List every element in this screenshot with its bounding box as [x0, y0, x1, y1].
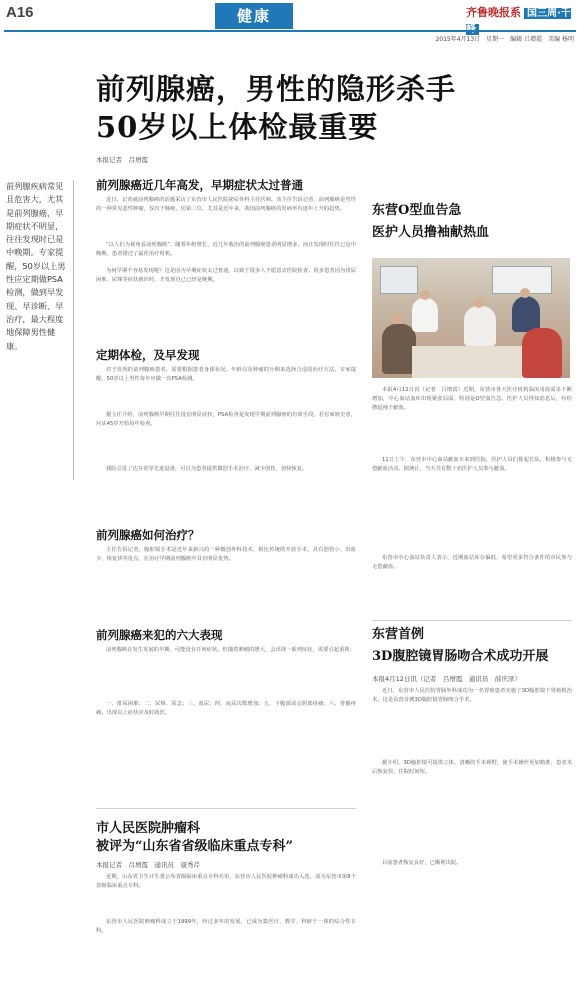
photo-face — [474, 298, 484, 308]
paragraph: 东营市人民医院肿瘤科成立于1999年，经过多年的发展，已成为集医疗、教学、科研于一体的综合性专科。 — [96, 919, 356, 934]
section-divider — [372, 620, 572, 621]
paragraph: 目前患者恢复良好，已顺利出院。 — [382, 860, 462, 866]
photo-nurse — [464, 306, 496, 346]
paragraph: 前列腺癌在发生发展的早期，可能没有任何症状。但随着肿瘤的增大，会出现一系列症状，需要引起重视： — [106, 647, 355, 653]
paragraph: 东营市中心血站负责人表示，近期血站库存偏低，希望更多符合条件的市民参与无偿献血。 — [372, 555, 572, 570]
paragraph: 近日，记者就前列腺癌的话题采访了东营市人民医院泌尿外科主任医师。该主任告诉记者，前列腺癌是男性的一种常见恶性肿瘤，仅次于肺癌，居第二位。尤其是近年来，我国前列腺癌的发病率有逐年上升的趋势。 — [96, 197, 356, 212]
section-divider — [96, 808, 356, 809]
logo-tag: 国三周·千 — [466, 8, 571, 35]
article-section-4 — [96, 628, 356, 800]
photo-nurse — [412, 298, 438, 332]
headline-line-2: 50岁以上体检最重要 — [96, 110, 379, 144]
paragraph: 11日上午，东营市中心血站献血车来到医院，医护人员们排起长队，积极参与无偿献血活动。据统计，当天共有数十名医护人员参与献血。 — [372, 457, 572, 472]
left-column-summary: 前列腺疾病常见且危害大，尤其是前列腺癌，早期症状不明显，往往发现时已是中晚期。专家提醒，50岁以上男性应定期做PSA检测，做到早发现、早诊断、早治疗，最大程度地保障男性健康。 — [6, 181, 66, 351]
header-rule — [4, 30, 576, 32]
blood-donation-photo — [372, 258, 570, 378]
right-title-line-1: 东营首例 — [372, 627, 425, 642]
box-title-line-2: 被评为“山东省省级临床重点专科” — [96, 839, 293, 854]
article-section-2 — [96, 348, 356, 501]
paragraph: “以人们为视角看前列腺癌”，随着年龄增长，近几年收治的前列腺癌患者明显增多，而且发现时往往已是中晚期，患者错过了最佳治疗时机。 — [96, 242, 356, 257]
photo-person — [512, 296, 540, 332]
box-byline: 本报记者 吕增霞 通讯员 康秀芹 — [96, 861, 200, 869]
paragraph: 主任告诉记者，腹腔镜手术是近年来新兴的一种微创外科技术，相比传统的开放手术，具有创伤小、出血少、恢复快等优点，在治疗早期前列腺癌中具有明显优势。 — [96, 547, 356, 562]
dateline: 2015年4月13日 星期一 编辑 吕增霞 美编 杨明 — [435, 36, 574, 43]
paragraph: 据介绍，3D腹腔镜可提供立体、清晰的手术视野，使手术操作更加精准，患者术后恢复快，住院时间短。 — [372, 760, 572, 775]
section-heading: 定期体检，及早发现 — [96, 348, 200, 362]
paragraph: 我院引进了达芬奇等先进设备，可以为患者提供微创手术治疗，减少创伤，加快恢复。 — [106, 466, 308, 472]
headline-line-1: 前列腺癌，男性的隐形杀手 — [96, 72, 457, 106]
page-number: A16 — [6, 4, 34, 21]
article-byline: 本报4月12日讯（记者 吕增霞 通讯员 薛庆泽） — [372, 675, 521, 683]
page-header — [0, 0, 580, 42]
section-heading: 前列腺癌来犯的六大表现 — [96, 628, 223, 642]
photo-face — [392, 314, 402, 324]
right-title-line-2: 3D腹腔镜胃肠吻合术成功开展 — [372, 649, 549, 664]
photo-person — [522, 328, 562, 378]
photo-face — [420, 290, 430, 300]
main-byline: 本报记者 吕增霞 — [96, 156, 148, 164]
paragraph: 为何早期不容易发现呢？这是因为早期症状太过普通，以致于很多人不愿意去医院检查。很多患者因为排尿困难、尿频等症状就诊时，才发现自己已经是晚期。 — [96, 268, 356, 283]
photo-window — [380, 266, 418, 294]
photo-face — [520, 288, 530, 298]
main-headline — [96, 70, 536, 146]
paragraph: 一、排尿困难；二、尿频、尿急；三、血尿；四、夜尿次数增加；五、下腹部或会阴部疼痛；六、骨骼疼痛。出现以上症状应及时就医。 — [96, 701, 356, 716]
right-title-line-2: 医护人员撸袖献热血 — [372, 225, 490, 240]
article-section-3 — [96, 528, 356, 626]
paragraph: 本报4月12日讯（记者 吕增霞）近期，东营市各大医疗机构临床用血需求不断增加，中心血站血库出现紧张局面，特别是O型血告急。医护人员得知消息后，纷纷撸起袖子献血。 — [372, 387, 572, 411]
section-tab: 健康 — [215, 3, 293, 29]
box-title-line-1: 市人民医院肿瘤科 — [96, 821, 201, 836]
hospital-news-box — [96, 820, 356, 963]
logo-text: 齐鲁晚报系 — [466, 6, 521, 19]
right-title-line-1: 东营O型血告急 — [372, 203, 462, 218]
column-divider — [73, 180, 74, 480]
section-heading: 前列腺癌近几年高发，早期症状太过普通 — [96, 178, 303, 192]
blood-donation-article — [372, 386, 572, 616]
article-section-1 — [96, 178, 356, 303]
paragraph: 据主任介绍，前列腺癌早期往往没有明显症状，PSA检查是发现早期前列腺癌的有效手段。若有家族史者，应从45岁开始每年检查。 — [96, 412, 356, 427]
paragraph: 对于发现的前列腺癌患者，需要根据患者身体状况、年龄以及肿瘤的分期来选择合适的治疗方法。专家提醒，50岁以上男性每年应做一次PSA检测。 — [96, 367, 356, 382]
blood-donation-title — [372, 200, 572, 244]
section-heading: 前列腺癌如何治疗？ — [96, 528, 200, 542]
paragraph: 近期，山东省卫生计生委公布省级临床重点专科名单，东营市人民医院肿瘤科成功入选，成为东营市第8个省级临床重点专科。 — [96, 874, 356, 889]
paragraph: 近日，东营市人民医院胃肠外科成功为一名胃癌患者实施了3D腹腔镜下胃癌根治术，这是东营首例3D腹腔镜胃肠吻合手术。 — [372, 688, 572, 703]
photo-person — [382, 324, 416, 374]
laparoscopy-article — [372, 624, 572, 919]
